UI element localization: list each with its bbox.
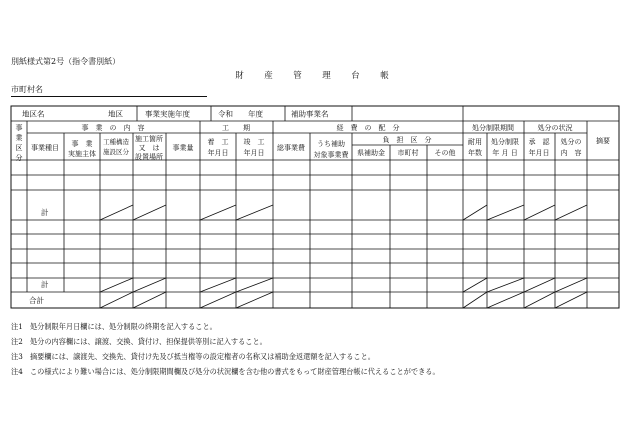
header-subsidy-line2: 対象事業費 [313,151,349,159]
header-municipality: 市町村 [397,149,419,157]
header-entity-line1: 事 業 [71,140,93,148]
header-years-line1: 耐用 [468,138,482,146]
header-disposal-line2: 内 容 [560,149,582,157]
header-approval-line1: 承 認 [528,138,550,146]
header-disposal-status: 処分の状況 [537,124,573,132]
header-location-line1: 施工箇所 [135,135,163,143]
category-char-2: 業 [15,134,23,142]
header-disposal-line1: 処分の [560,138,582,146]
header-location-line2: 又 は [138,144,160,152]
note-3: 注3 摘要欄には、譲渡先、交換先、貸付け先及び抵当権等の設定権者の名称又は補助金返還額を記入すること。 [11,352,375,361]
era-label: 令和 [218,109,233,119]
header-approval-line2: 年月日 [528,149,550,157]
header-location-line3: 設置場所 [135,153,163,161]
header-facility-line2: 施設区分 [103,148,129,156]
header-start-line2: 年月日 [207,149,229,157]
header-quantity: 事業量 [172,144,194,152]
header-limit-date-line1: 処分制限 [491,138,519,146]
category-char-1: 事 [15,124,23,132]
note-4: 注4 この様式により難い場合には、処分制限期間欄及び処分の状況欄を含む他の書式をもって財産管理台帳に代えることができる。 [11,367,440,376]
header-disposal-limit: 処分制限期間 [472,124,514,132]
category-char-3: 区 [15,144,23,152]
form-number-note: 別紙様式第2号（指令書別紙） [11,57,121,66]
header-end-line2: 年月日 [243,149,265,157]
municipality-name-label: 市町村名 [11,84,207,97]
header-project-type: 事業種目 [31,144,59,152]
page-title: 財 産 管 理 台 帳 [235,71,395,81]
header-burden-division: 負 担 区 分 [382,136,432,144]
project-name-label: 補助事業名 [291,109,329,119]
header-total-cost: 総事業費 [277,144,305,152]
header-cost-allocation: 経 費 の 配 分 [336,124,400,132]
header-end-line1: 竣 工 [243,138,265,146]
grand-total-label: 合計 [29,296,44,305]
header-limit-date-line2: 年 月 日 [492,149,518,157]
year-suffix: 年度 [248,109,263,119]
header-other: その他 [434,149,456,157]
header-start-line1: 着 工 [207,138,229,146]
header-facility-line1: 工種構造 [103,138,129,146]
header-remarks: 摘要 [596,137,610,145]
year-label: 事業実施年度 [145,109,190,119]
subtotal-label-2: 計 [41,280,49,289]
district-label: 地区名 [22,109,45,119]
category-char-4: 分 [15,154,23,162]
subtotal-row-2-slashes [100,278,587,292]
header-subsidy-line1: うち補助 [317,140,345,148]
header-project-content: 事 業 の 内 容 [81,124,145,132]
header-entity-line2: 実施主体 [68,150,96,158]
subtotal-row-1-slashes [100,205,587,220]
note-1: 注1 処分制限年月日欄には、処分制限の終期を記入すること。 [11,322,217,331]
district-suffix: 地区 [108,109,123,119]
subtotal-label-1: 計 [41,208,49,217]
note-2: 注2 処分の内容欄には、譲渡、交換、貸付け、担保提供等別に記入すること。 [11,337,267,346]
header-construction-period: 工 期 [222,124,250,132]
header-pref-subsidy: 県補助金 [357,149,385,157]
header-years-line2: 年数 [468,149,482,157]
total-row-slashes [100,292,587,308]
